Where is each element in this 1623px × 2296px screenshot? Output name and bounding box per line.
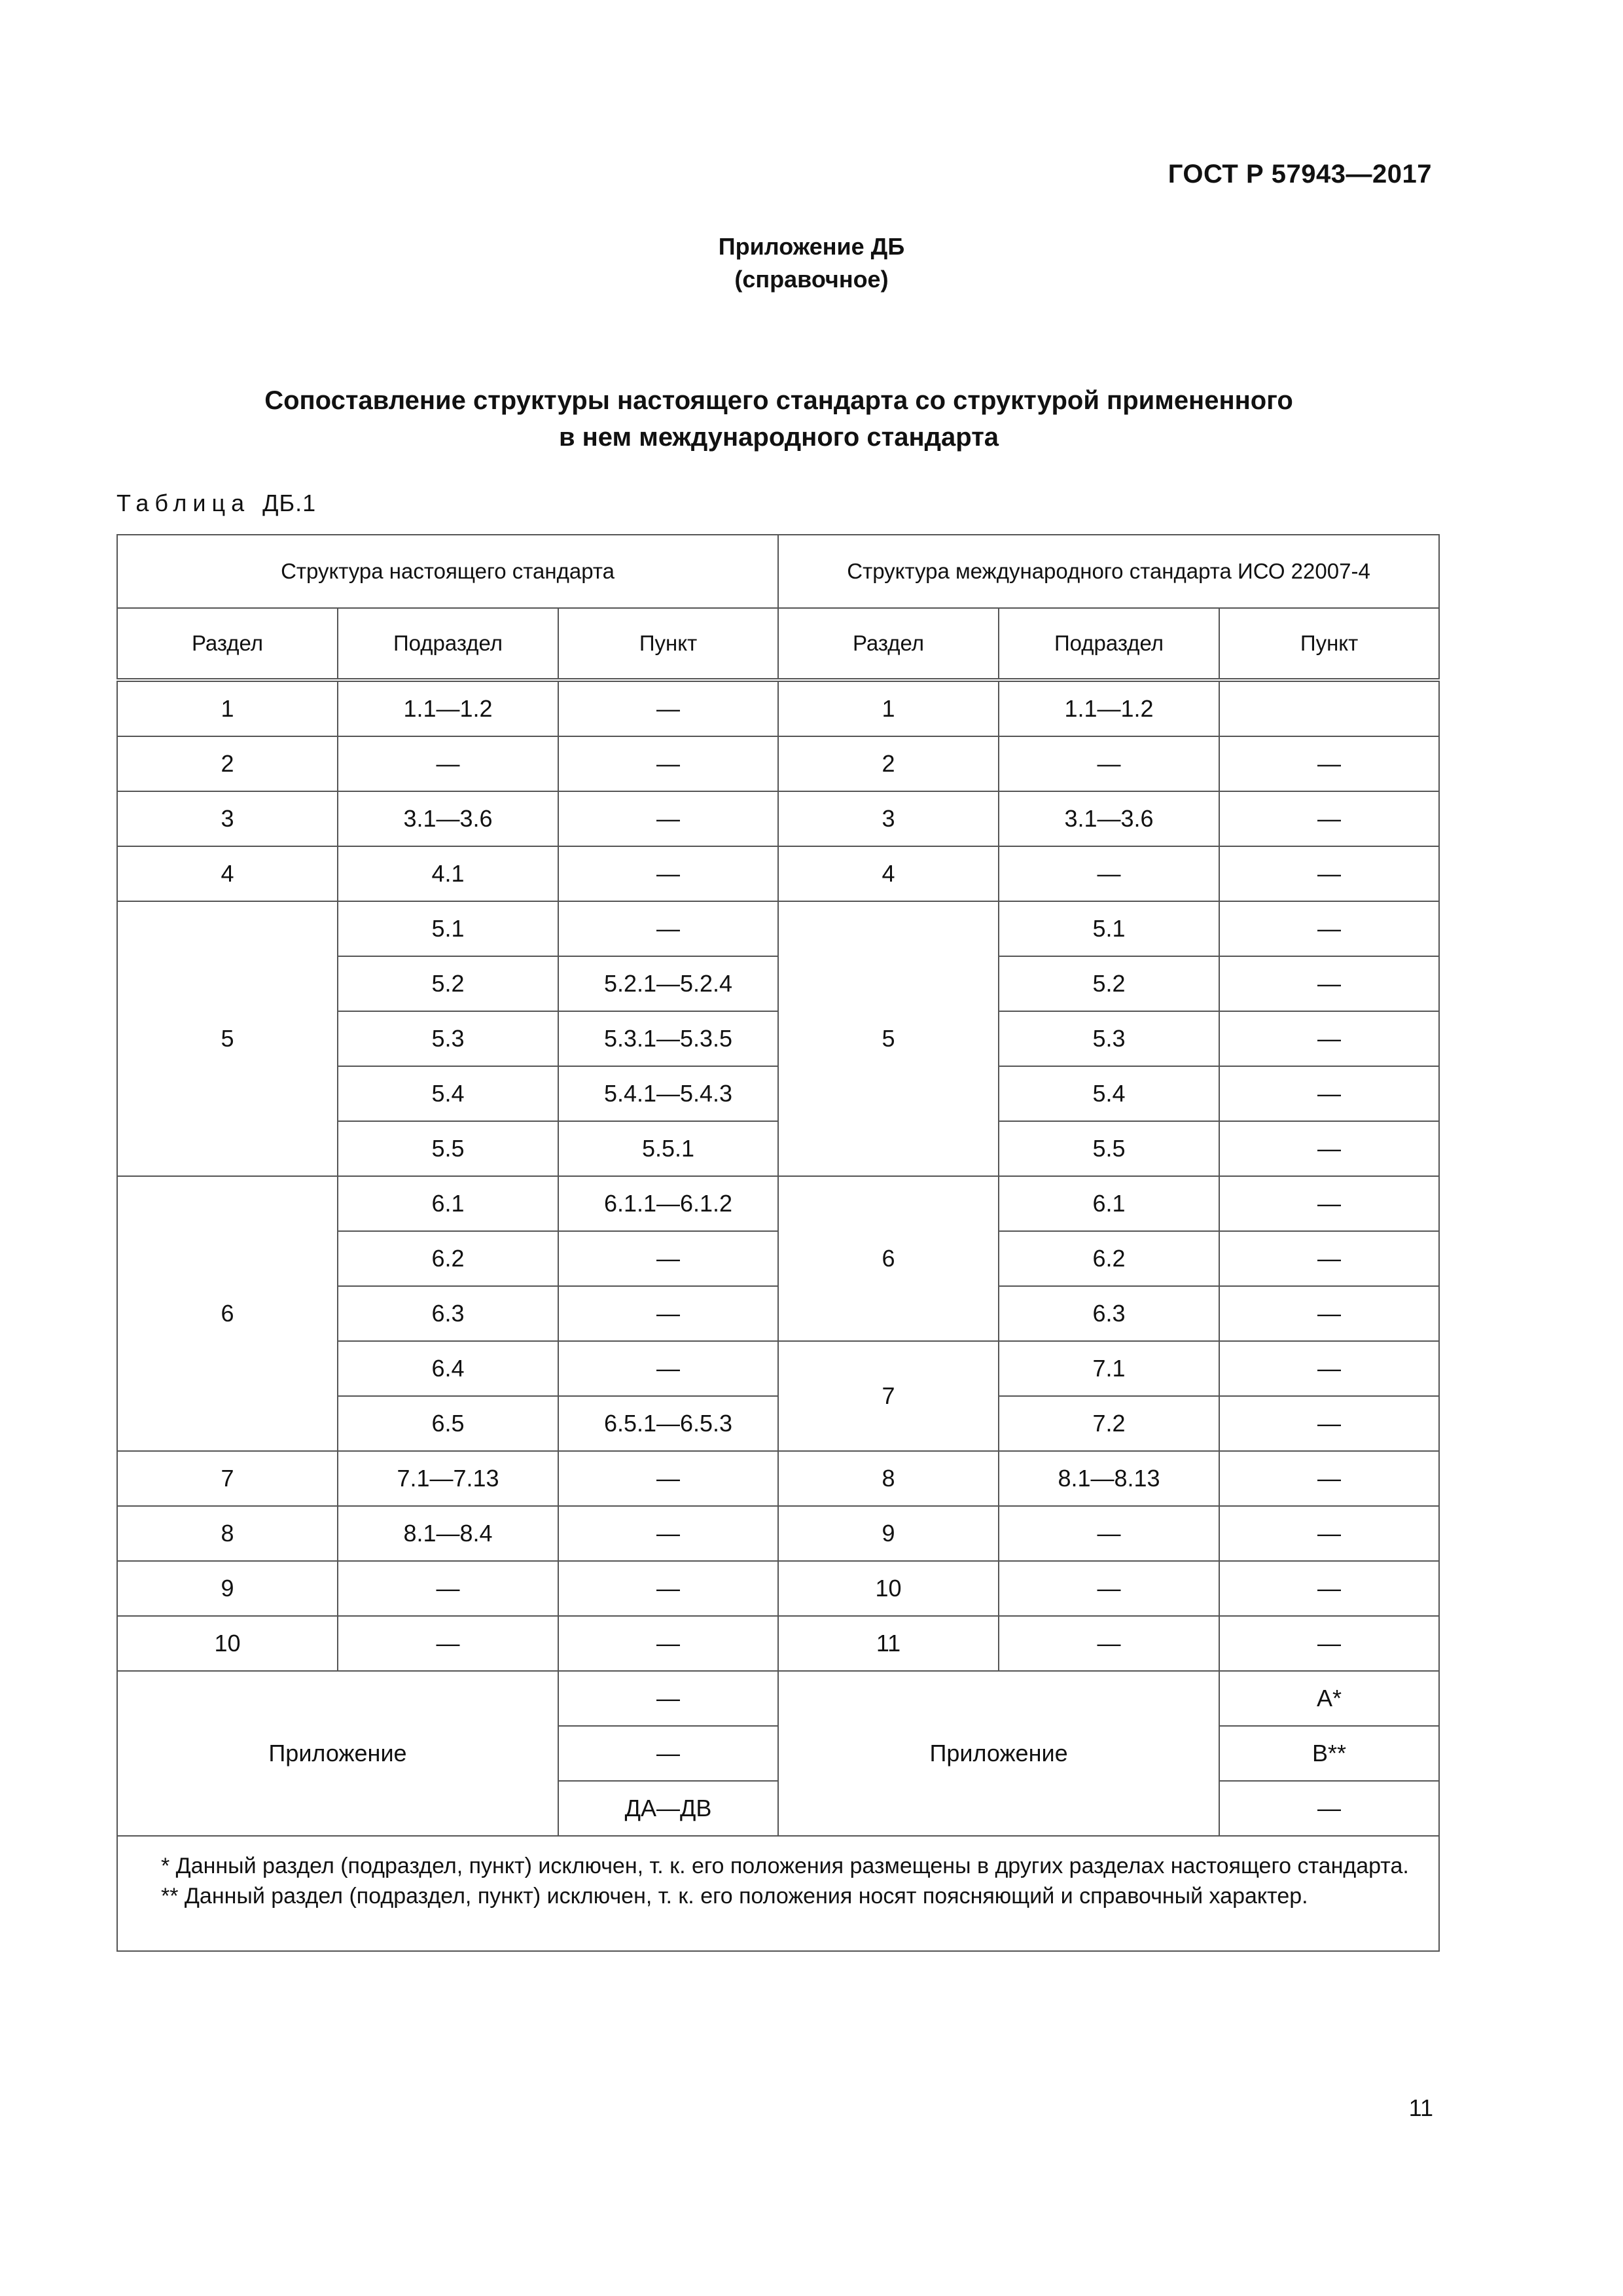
- table-cell: —: [1219, 1506, 1439, 1561]
- table-cell: 3: [778, 791, 999, 846]
- table-cell: —: [1219, 1286, 1439, 1341]
- table-cell: —: [1219, 1616, 1439, 1671]
- table-cell: —: [558, 791, 778, 846]
- table-cell: —: [1219, 1781, 1439, 1836]
- table-cell: —: [999, 1506, 1219, 1561]
- column-header-section: Раздел: [778, 608, 999, 680]
- appendix-title: Приложение ДБ: [718, 233, 905, 260]
- column-header-clause: Пункт: [558, 608, 778, 680]
- table-cell: 2: [778, 736, 999, 791]
- table-cell: —: [1219, 846, 1439, 901]
- table-cell: —: [999, 846, 1219, 901]
- table-cell: 6.2: [999, 1231, 1219, 1286]
- document-code: ГОСТ Р 57943—2017: [1168, 160, 1432, 188]
- footnote-1: * Данный раздел (подраздел, пункт) исключен, т. к. его положения размещены в других разделах настоящего стандарта.: [161, 1854, 1409, 1878]
- table-cell: —: [338, 736, 558, 791]
- table-cell: —: [558, 1341, 778, 1396]
- table-caption-number: ДБ.1: [262, 490, 317, 516]
- table-cell: —: [1219, 956, 1439, 1011]
- table-cell: 11: [778, 1616, 999, 1671]
- table-cell: 6.5.1—6.5.3: [558, 1396, 778, 1451]
- group-header-international: Структура международного стандарта ИСО 22007-4: [778, 535, 1439, 608]
- table-cell: 6: [117, 1176, 338, 1451]
- table-cell: —: [1219, 1121, 1439, 1176]
- table-row: [117, 736, 1439, 791]
- table-cell: —: [1219, 1451, 1439, 1506]
- table-cell: 6.5: [338, 1396, 558, 1451]
- table-row: [117, 1506, 1439, 1561]
- table-row: [117, 1616, 1439, 1671]
- group-header-national: Структура настоящего стандарта: [117, 535, 778, 608]
- table-cell: —: [1219, 1066, 1439, 1121]
- appendix-kind: (справочное): [734, 266, 889, 293]
- structure-comparison-table: [116, 534, 1440, 1952]
- table-notes: [117, 1836, 1439, 1951]
- table-cell: 6: [778, 1176, 999, 1341]
- table-cell: 4: [117, 846, 338, 901]
- table-cell: 6.1.1—6.1.2: [558, 1176, 778, 1231]
- column-header-subsection: Подраздел: [999, 608, 1219, 680]
- document-title-line-1: Сопоставление структуры настоящего стандарта со структурой примененного: [264, 386, 1293, 415]
- table-cell: 3: [117, 791, 338, 846]
- table-cell: —: [1219, 791, 1439, 846]
- table-row: [117, 846, 1439, 901]
- table-cell: —: [558, 1561, 778, 1616]
- table-cell: 2: [117, 736, 338, 791]
- table-cell: [1219, 680, 1439, 736]
- table-caption: [116, 490, 316, 517]
- table-cell: —: [558, 1671, 778, 1726]
- table-cell: 5.5: [999, 1121, 1219, 1176]
- table-cell: 5.3: [999, 1011, 1219, 1066]
- table-cell: ДА—ДВ: [558, 1781, 778, 1836]
- table-cell: 7.1: [999, 1341, 1219, 1396]
- table-cell: 1.1—1.2: [338, 680, 558, 736]
- table-cell: —: [558, 1451, 778, 1506]
- table-cell: —: [338, 1561, 558, 1616]
- table-cell: —: [1219, 736, 1439, 791]
- table-row: [117, 791, 1439, 846]
- table-cell: 5.1: [338, 901, 558, 956]
- table-cell: —: [558, 736, 778, 791]
- table-cell: 5.3.1—5.3.5: [558, 1011, 778, 1066]
- table-cell: —: [1219, 1176, 1439, 1231]
- table-row: [117, 901, 1439, 956]
- table-cell: 5.4: [338, 1066, 558, 1121]
- table-cell: 9: [778, 1506, 999, 1561]
- table-cell: 5.5: [338, 1121, 558, 1176]
- table-cell: 8.1—8.4: [338, 1506, 558, 1561]
- table-cell: —: [558, 901, 778, 956]
- table-cell: —: [1219, 1341, 1439, 1396]
- table-cell: 10: [117, 1616, 338, 1671]
- table-cell: —: [558, 846, 778, 901]
- table-cell: 3.1—3.6: [999, 791, 1219, 846]
- table-row: [117, 680, 1439, 736]
- table-cell: 1: [117, 680, 338, 736]
- table-cell: 4.1: [338, 846, 558, 901]
- document-title: [0, 382, 1558, 456]
- page-number: 11: [1408, 2094, 1433, 2121]
- table-cell: 5.2: [999, 956, 1219, 1011]
- table-cell: 6.1: [999, 1176, 1219, 1231]
- table-notes-row: [117, 1836, 1439, 1951]
- appendix-heading: [0, 230, 1623, 296]
- table-cell: 5.4: [999, 1066, 1219, 1121]
- table-cell: 7.1—7.13: [338, 1451, 558, 1506]
- table-cell: —: [558, 1286, 778, 1341]
- table-cell: —: [1219, 1396, 1439, 1451]
- table-cell: —: [1219, 1011, 1439, 1066]
- column-header-clause: Пункт: [1219, 608, 1439, 680]
- table-row: [117, 1451, 1439, 1506]
- table-cell: —: [999, 1561, 1219, 1616]
- table-cell: 6.4: [338, 1341, 558, 1396]
- appendix-label-international: Приложение: [778, 1671, 1219, 1836]
- table-cell: 6.3: [338, 1286, 558, 1341]
- table-cell: 6.1: [338, 1176, 558, 1231]
- table-cell: 10: [778, 1561, 999, 1616]
- table-cell: 6.2: [338, 1231, 558, 1286]
- footnote-2: ** Данный раздел (подраздел, пункт) исключен, т. к. его положения носят поясняющий и справочный характер.: [161, 1884, 1308, 1909]
- table-cell: 8.1—8.13: [999, 1451, 1219, 1506]
- table-cell: 5: [117, 901, 338, 1176]
- table-cell: —: [1219, 901, 1439, 956]
- table-caption-prefix: Таблица: [116, 490, 251, 516]
- table-cell: 5.4.1—5.4.3: [558, 1066, 778, 1121]
- table-cell: 5.3: [338, 1011, 558, 1066]
- table-cell: 5.5.1: [558, 1121, 778, 1176]
- table-cell: —: [558, 680, 778, 736]
- table-cell: 7.2: [999, 1396, 1219, 1451]
- table-row: [117, 1671, 1439, 1726]
- table-cell: 7: [117, 1451, 338, 1506]
- table-cell: —: [1219, 1561, 1439, 1616]
- appendix-label-national: Приложение: [117, 1671, 558, 1836]
- column-header-section: Раздел: [117, 608, 338, 680]
- table-cell: А*: [1219, 1671, 1439, 1726]
- table-cell: 8: [117, 1506, 338, 1561]
- table-cell: 1.1—1.2: [999, 680, 1219, 736]
- table-cell: 5: [778, 901, 999, 1176]
- table-cell: 3.1—3.6: [338, 791, 558, 846]
- table-cell: —: [1219, 1231, 1439, 1286]
- column-header-subsection: Подраздел: [338, 608, 558, 680]
- table-cell: —: [999, 736, 1219, 791]
- table-cell: 4: [778, 846, 999, 901]
- table-cell: —: [999, 1616, 1219, 1671]
- table-cell: 8: [778, 1451, 999, 1506]
- table-cell: 9: [117, 1561, 338, 1616]
- table-cell: —: [558, 1506, 778, 1561]
- table-cell: 7: [778, 1341, 999, 1451]
- document-title-line-2: в нем международного стандарта: [558, 423, 999, 452]
- table-cell: 5.1: [999, 901, 1219, 956]
- table-cell: —: [558, 1616, 778, 1671]
- table-cell: —: [558, 1231, 778, 1286]
- table-cell: 5.2.1—5.2.4: [558, 956, 778, 1011]
- table-cell: —: [558, 1726, 778, 1781]
- table-cell: 1: [778, 680, 999, 736]
- table-row: [117, 1176, 1439, 1231]
- table-cell: —: [338, 1616, 558, 1671]
- table-row: [117, 1561, 1439, 1616]
- table-cell: 5.2: [338, 956, 558, 1011]
- table-cell: 6.3: [999, 1286, 1219, 1341]
- table-cell: В**: [1219, 1726, 1439, 1781]
